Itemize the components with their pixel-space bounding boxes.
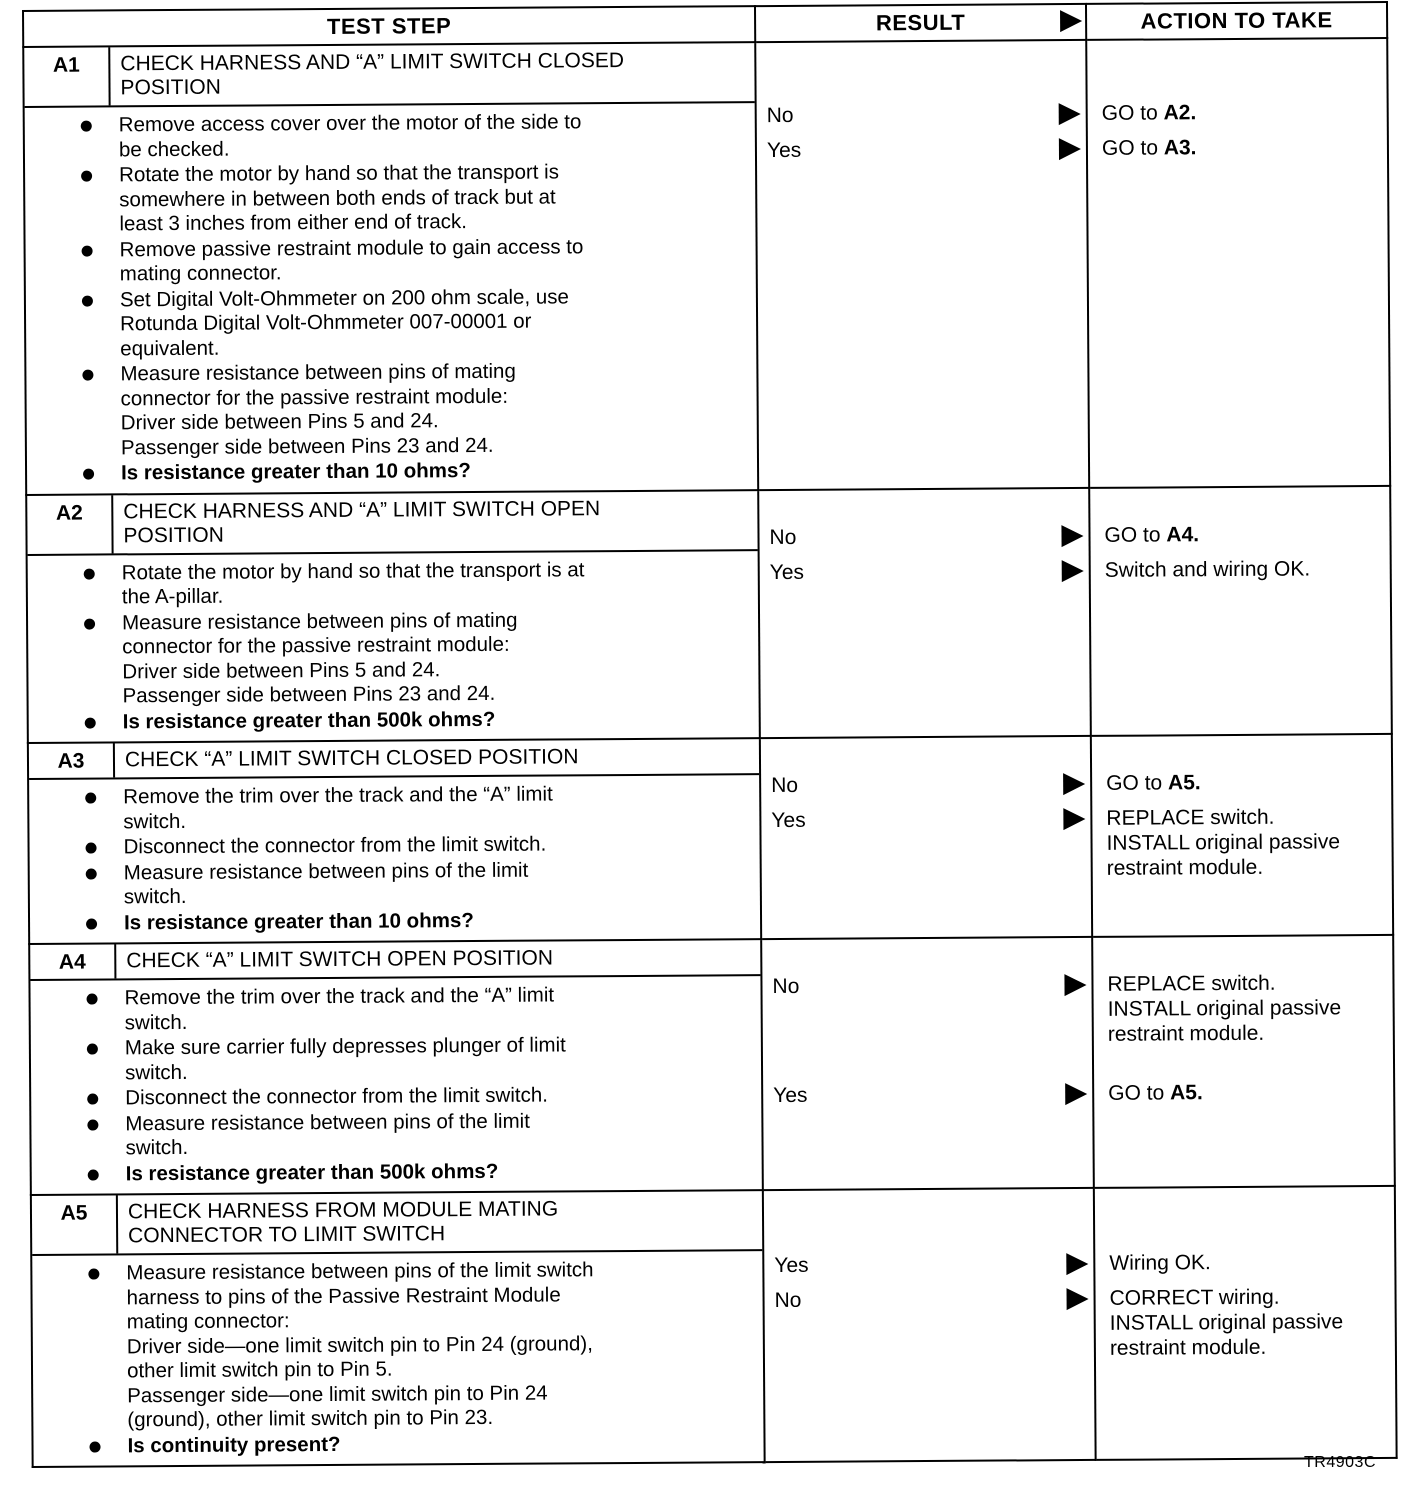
test-step-cell xyxy=(29,939,763,1195)
step-instruction xyxy=(125,1082,749,1111)
result-label: Yes xyxy=(766,138,802,163)
instruction-line: least 3 inches from either end of track. xyxy=(119,210,468,236)
step-instruction xyxy=(119,109,743,162)
instruction-line: Measure resistance between pins of the limit switch xyxy=(126,1258,594,1285)
action-item xyxy=(1088,134,1387,161)
instruction-line: Remove the trim over the track and the “A” limit xyxy=(124,983,555,1010)
result-no xyxy=(761,771,1090,799)
step-question xyxy=(127,1430,751,1459)
step-title-line: CHECK HARNESS AND “A” LIMIT SWITCH CLOSED xyxy=(120,49,625,76)
instruction-line: mating connector: xyxy=(126,1309,290,1334)
step-title-line: POSITION xyxy=(120,75,221,100)
action-line xyxy=(1110,1309,1387,1336)
action-cell xyxy=(1091,734,1393,937)
instruction-line: the A-pillar. xyxy=(121,584,224,609)
test-step-row xyxy=(31,1186,1397,1467)
action-item xyxy=(1093,970,1392,1047)
result-cell xyxy=(761,937,1094,1190)
action-item xyxy=(1090,520,1389,547)
action-line xyxy=(1107,970,1384,997)
action-text: GO to xyxy=(1106,771,1169,795)
action-line xyxy=(1108,1020,1385,1047)
step-number: A1 xyxy=(24,47,110,106)
action-line xyxy=(1105,555,1382,582)
step-instructions xyxy=(30,976,761,1194)
action-text: INSTALL original passive xyxy=(1109,1310,1344,1335)
action-cell xyxy=(1092,935,1395,1188)
result-yes xyxy=(764,1251,1093,1279)
step-instruction xyxy=(123,831,747,860)
action-line xyxy=(1106,804,1383,831)
arrow-right-icon xyxy=(1065,1287,1089,1311)
result-cell xyxy=(755,40,1089,490)
arrow-right-icon xyxy=(1060,523,1084,547)
step-number: A2 xyxy=(27,495,113,554)
action-text: Switch and wiring OK. xyxy=(1104,556,1311,582)
step-question xyxy=(123,706,747,735)
instruction-line: Passenger side—one limit switch pin to Pin 24 xyxy=(127,1381,548,1407)
instruction-line: switch. xyxy=(124,1060,188,1084)
action-item xyxy=(1095,1284,1394,1361)
result-no xyxy=(764,1286,1093,1314)
step-header xyxy=(27,491,757,556)
result-label: Yes xyxy=(769,560,805,584)
result-no xyxy=(762,972,1091,1000)
step-reference: A5. xyxy=(1169,1081,1203,1105)
instruction-line: Remove passive restraint module to gain access to xyxy=(119,234,584,261)
instruction-line: other limit switch pin to Pin 5. xyxy=(126,1357,393,1383)
step-title-line: POSITION xyxy=(123,523,224,547)
header-result xyxy=(755,4,1086,42)
action-item xyxy=(1092,769,1391,796)
result-yes xyxy=(763,1081,1092,1109)
action-text: INSTALL original passive xyxy=(1107,996,1342,1021)
step-instruction xyxy=(120,284,744,362)
instruction-line: Disconnect the connector from the limit switch. xyxy=(125,1083,548,1110)
instruction-line: harness to pins of the Passive Restraint Module xyxy=(126,1282,561,1309)
instruction-line: somewhere in between both ends of track but at xyxy=(119,184,556,211)
action-line xyxy=(1109,1249,1386,1276)
step-reference: A5. xyxy=(1167,771,1201,795)
step-instruction xyxy=(120,234,744,287)
test-step-cell xyxy=(26,490,760,743)
action-line xyxy=(1107,854,1384,881)
action-item xyxy=(1095,1249,1394,1276)
action-item xyxy=(1094,1079,1393,1106)
instruction-line: Rotate the motor by hand so that the transport is at xyxy=(121,557,585,584)
step-instructions xyxy=(29,775,760,943)
instruction-line: Passenger side between Pins 23 and 24. xyxy=(122,681,496,708)
action-item xyxy=(1088,99,1387,126)
step-header xyxy=(29,739,759,780)
result-no xyxy=(759,522,1088,550)
action-cell xyxy=(1094,1186,1397,1460)
action-cell xyxy=(1086,38,1390,487)
result-label: Yes xyxy=(771,808,806,833)
action-text: restraint module. xyxy=(1107,1021,1265,1046)
instruction-line: Driver side between Pins 5 and 24. xyxy=(120,409,439,435)
step-title xyxy=(113,491,757,553)
action-line xyxy=(1102,134,1379,161)
instruction-line: connector for the passive restraint module: xyxy=(120,384,509,410)
result-label: No xyxy=(769,525,797,549)
action-text: CORRECT wiring. xyxy=(1109,1285,1280,1310)
pinpoint-test-table xyxy=(22,1,1398,1468)
arrow-right-icon xyxy=(1058,137,1082,161)
header-test-step: TEST STEP xyxy=(23,6,755,47)
step-instruction xyxy=(123,781,747,834)
instruction-line: Is resistance greater than 10 ohms? xyxy=(120,459,471,485)
action-cell xyxy=(1089,485,1392,735)
arrow-right-icon xyxy=(1062,772,1086,796)
arrow-right-icon xyxy=(1062,807,1086,831)
step-title-line: CHECK HARNESS AND “A” LIMIT SWITCH OPEN xyxy=(123,496,601,523)
test-step-row xyxy=(29,935,1395,1195)
step-reference: A2. xyxy=(1163,101,1197,125)
result-yes xyxy=(760,557,1089,585)
step-instructions xyxy=(32,1251,763,1466)
step-number: A3 xyxy=(29,743,115,778)
result-cell xyxy=(758,487,1091,738)
instruction-line: be checked. xyxy=(118,137,230,161)
instruction-line: Is continuity present? xyxy=(127,1432,341,1457)
instruction-line: Is resistance greater than 10 ohms? xyxy=(123,908,474,934)
instruction-line: Remove the trim over the track and the “A” limit xyxy=(123,782,553,809)
test-step-cell xyxy=(28,738,761,944)
step-instruction xyxy=(124,857,748,910)
instruction-line: switch. xyxy=(123,809,187,833)
arrow-right-icon xyxy=(1063,973,1087,997)
action-text: GO to xyxy=(1104,522,1167,547)
instruction-line: switch. xyxy=(125,1135,189,1160)
test-step-cell xyxy=(31,1190,765,1467)
action-line xyxy=(1109,1284,1386,1311)
instruction-line: Remove access cover over the motor of the side to xyxy=(118,110,582,137)
result-cell xyxy=(760,736,1092,939)
step-header xyxy=(24,43,754,108)
instruction-line: Driver side—one limit switch pin to Pin 24 (ground), xyxy=(126,1331,593,1358)
action-line xyxy=(1108,995,1385,1022)
test-step-row xyxy=(28,734,1393,944)
instruction-line: Measure resistance between pins of mating xyxy=(120,359,516,386)
step-reference: A3. xyxy=(1163,136,1197,160)
step-title xyxy=(118,1191,762,1253)
action-text: Wiring OK. xyxy=(1109,1251,1211,1275)
action-item xyxy=(1092,804,1391,881)
step-title-line: CHECK “A” LIMIT SWITCH OPEN POSITION xyxy=(126,946,554,973)
instruction-line: connector for the passive restraint module: xyxy=(122,632,510,659)
arrow-right-icon xyxy=(1065,1252,1089,1276)
arrow-right-icon xyxy=(1064,1082,1088,1106)
action-text: REPLACE switch. xyxy=(1106,805,1275,830)
arrow-right-icon xyxy=(1058,102,1082,126)
action-line xyxy=(1102,99,1379,126)
action-text: GO to xyxy=(1108,1081,1171,1105)
result-cell xyxy=(763,1188,1096,1462)
instruction-line: Measure resistance between pins of the limit xyxy=(123,858,529,884)
arrow-right-icon xyxy=(1059,9,1083,33)
instruction-line: Disconnect the connector from the limit switch. xyxy=(123,832,547,859)
instruction-line: Rotunda Digital Volt-Ohmmeter 007-00001 or xyxy=(120,309,532,336)
step-question xyxy=(121,457,745,486)
step-instruction xyxy=(120,358,745,460)
action-line xyxy=(1110,1334,1387,1361)
instruction-line: Rotate the motor by hand so that the transport is xyxy=(119,160,560,187)
result-label: Yes xyxy=(773,1083,808,1108)
step-instruction xyxy=(122,557,746,610)
step-instruction xyxy=(125,1108,749,1161)
instruction-line: Measure resistance between pins of the limit xyxy=(125,1109,530,1135)
step-question xyxy=(126,1158,750,1187)
instruction-line: Make sure carrier fully depresses plunger of limit xyxy=(124,1033,566,1060)
step-question xyxy=(124,907,748,936)
step-instructions xyxy=(25,103,758,493)
step-instruction xyxy=(124,982,748,1035)
step-instruction xyxy=(119,159,743,237)
result-label: No xyxy=(771,773,799,798)
result-label: No xyxy=(774,1288,802,1313)
action-line xyxy=(1106,769,1383,796)
step-instruction xyxy=(122,607,747,709)
arrow-right-icon xyxy=(1061,558,1085,582)
action-line xyxy=(1104,520,1381,547)
diagnostic-sheet xyxy=(22,1,1396,1468)
result-yes xyxy=(761,806,1090,834)
instruction-line: equivalent. xyxy=(120,336,220,360)
action-item xyxy=(1091,555,1390,582)
step-instruction xyxy=(126,1257,751,1433)
result-label: Yes xyxy=(774,1253,809,1278)
instruction-line: Is resistance greater than 500k ohms? xyxy=(125,1159,499,1185)
action-text: INSTALL original passive xyxy=(1106,830,1341,855)
step-header xyxy=(32,1191,762,1256)
action-line xyxy=(1108,1079,1385,1106)
step-title xyxy=(116,940,760,978)
step-instruction xyxy=(125,1032,749,1085)
step-title xyxy=(115,739,759,777)
instruction-line: Driver side between Pins 5 and 24. xyxy=(122,657,441,683)
step-instructions xyxy=(28,551,759,742)
test-step-row xyxy=(23,38,1390,495)
result-label: No xyxy=(766,103,794,128)
action-text: restraint module. xyxy=(1106,855,1264,880)
step-number: A5 xyxy=(32,1195,118,1254)
header-result-label: RESULT xyxy=(875,9,966,36)
step-title-line: CONNECTOR TO LIMIT SWITCH xyxy=(128,1222,446,1248)
instruction-line: Is resistance greater than 500k ohms? xyxy=(122,707,496,733)
action-text: GO to xyxy=(1101,101,1164,125)
test-step-row xyxy=(26,485,1392,743)
action-line xyxy=(1106,829,1383,856)
instruction-line: switch. xyxy=(123,884,187,909)
result-no xyxy=(757,101,1086,129)
instruction-line: Passenger side between Pins 23 and 24. xyxy=(120,433,494,459)
instruction-line: Measure resistance between pins of mating xyxy=(121,608,518,634)
instruction-line: mating connector. xyxy=(119,261,282,286)
step-title-line: CHECK HARNESS FROM MODULE MATING xyxy=(127,1197,559,1224)
step-title xyxy=(110,43,754,105)
action-text: REPLACE switch. xyxy=(1107,971,1276,996)
step-header xyxy=(30,940,760,981)
action-text: restraint module. xyxy=(1109,1335,1267,1360)
instruction-line: switch. xyxy=(124,1010,188,1034)
test-step-cell xyxy=(23,42,758,494)
step-title-line: CHECK “A” LIMIT SWITCH CLOSED POSITION xyxy=(124,745,579,772)
result-label: No xyxy=(772,974,800,999)
step-number: A4 xyxy=(30,944,116,979)
step-reference: A4. xyxy=(1166,522,1200,546)
instruction-line: Set Digital Volt-Ohmmeter on 200 ohm scale, use xyxy=(119,284,569,311)
figure-code: TR4903C xyxy=(1304,1454,1376,1471)
action-text: GO to xyxy=(1101,136,1164,160)
result-yes xyxy=(757,136,1086,164)
header-action: ACTION TO TAKE xyxy=(1086,2,1387,40)
instruction-line: (ground), other limit switch pin to Pin 23. xyxy=(127,1405,494,1432)
